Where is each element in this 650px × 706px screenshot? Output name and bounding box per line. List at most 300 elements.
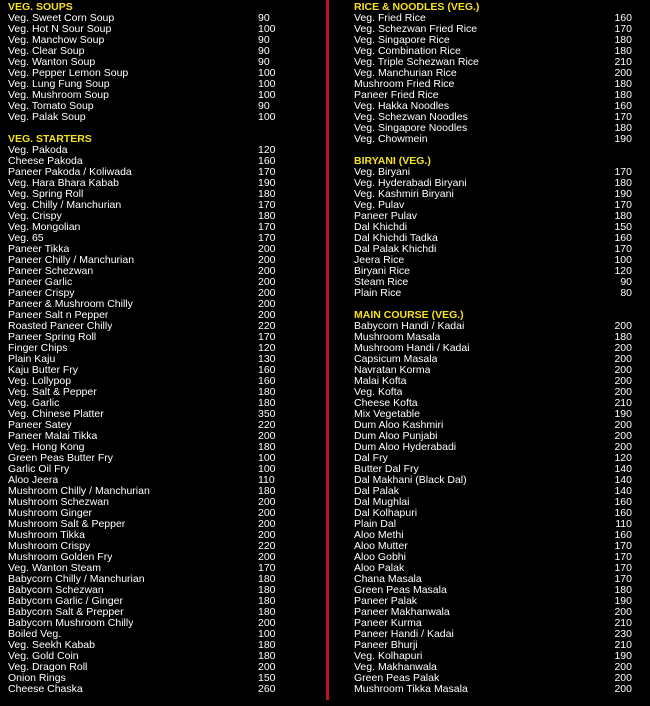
menu-item-name: Plain Rice <box>354 288 402 299</box>
menu-item <box>354 266 632 277</box>
menu-item-price: 80 <box>620 287 632 299</box>
menu-item-name: Veg. Hyderabadi Biryani <box>354 178 467 189</box>
menu-item-name: Babycorn Schezwan <box>8 585 104 596</box>
menu-item-name: Veg. Kofta <box>354 387 403 398</box>
menu-item-name: Mushroom Chilly / Manchurian <box>8 486 150 497</box>
menu-item-price: 170 <box>614 199 632 211</box>
menu-item-name: Paneer Satey <box>8 420 72 431</box>
menu-item-name: Veg. Chowmein <box>354 134 428 145</box>
menu-item-price: 200 <box>614 683 632 695</box>
menu-item-name: Dal Kolhapuri <box>354 508 418 519</box>
menu-item-price: 200 <box>258 617 276 629</box>
menu-item <box>8 277 290 288</box>
menu-item <box>354 35 632 46</box>
menu-item-price: 180 <box>258 188 276 200</box>
menu-item-name: Paneer Fried Rice <box>354 90 439 101</box>
menu-item <box>354 431 632 442</box>
menu-item <box>8 420 290 431</box>
menu-item <box>354 453 632 464</box>
menu-item <box>8 112 290 123</box>
menu-item <box>354 112 632 123</box>
menu-item <box>354 409 632 420</box>
menu-section-veg-soups <box>8 2 290 123</box>
menu-item-name: Aloo Methi <box>354 530 404 541</box>
menu-item <box>354 563 632 574</box>
menu-item-name: Veg. Lung Fung Soup <box>8 79 110 90</box>
menu-item-name: Paneer Garlic <box>8 277 73 288</box>
menu-item <box>354 343 632 354</box>
menu-item-name: Cheese Chaska <box>8 684 83 695</box>
menu-item <box>8 365 290 376</box>
menu-item-name: Veg. Chinese Platter <box>8 409 104 420</box>
menu-item-price: 180 <box>258 606 276 618</box>
menu-item-name: Veg. Mushroom Soup <box>8 90 109 101</box>
menu-item-price: 170 <box>258 331 276 343</box>
menu-item-price: 90 <box>258 34 270 46</box>
menu-item-price: 100 <box>258 452 276 464</box>
menu-item-name: Veg. Combination Rice <box>354 46 461 57</box>
menu-item-price: 180 <box>258 650 276 662</box>
menu-item <box>8 673 290 684</box>
menu-item <box>8 332 290 343</box>
menu-item-name: Mushroom Ginger <box>8 508 93 519</box>
menu-item-name: Veg. Biryani <box>354 167 411 178</box>
menu-item-name: Babycorn Handi / Kadai <box>354 321 465 332</box>
menu-item-name: Veg. Singapore Noodles <box>354 123 468 134</box>
menu-item-price: 120 <box>258 342 276 354</box>
menu-item-name: Paneer Pulav <box>354 211 418 222</box>
menu-item-price: 140 <box>614 485 632 497</box>
menu-item-price: 120 <box>258 144 276 156</box>
menu-item-name: Veg. Chilly / Manchurian <box>8 200 122 211</box>
menu-item-price: 200 <box>258 265 276 277</box>
menu-item <box>354 200 632 211</box>
menu-item-name: Green Peas Butter Fry <box>8 453 114 464</box>
menu-item <box>8 651 290 662</box>
menu-item-name: Mushroom Golden Fry <box>8 552 113 563</box>
menu-item-name: Veg. Hong Kong <box>8 442 85 453</box>
menu-item-price: 180 <box>258 639 276 651</box>
menu-item-name: Aloo Palak <box>354 563 405 574</box>
menu-item-name: Dum Aloo Kashmiri <box>354 420 444 431</box>
menu-item-price: 200 <box>614 67 632 79</box>
menu-item <box>8 475 290 486</box>
menu-item <box>354 684 632 695</box>
menu-item <box>8 145 290 156</box>
menu-item-name: Veg. Spring Roll <box>8 189 84 200</box>
menu-item <box>8 200 290 211</box>
menu-item-price: 200 <box>614 672 632 684</box>
menu-item <box>354 398 632 409</box>
menu-item-price: 200 <box>258 298 276 310</box>
menu-item-name: Veg. Garlic <box>8 398 60 409</box>
menu-item-price: 100 <box>258 628 276 640</box>
menu-item-price: 90 <box>258 12 270 24</box>
menu-item <box>354 211 632 222</box>
menu-item <box>8 90 290 101</box>
menu-item-name: Veg. 65 <box>8 233 44 244</box>
menu-item <box>354 79 632 90</box>
menu-item <box>354 486 632 497</box>
menu-item-price: 100 <box>258 111 276 123</box>
menu-item-name: Dal Khichdi Tadka <box>354 233 438 244</box>
menu-item <box>8 189 290 200</box>
menu-item-price: 180 <box>258 573 276 585</box>
menu-item-price: 100 <box>258 23 276 35</box>
menu-item-name: Dal Makhani (Black Dal) <box>354 475 467 486</box>
menu-item-name: Veg. Pepper Lemon Soup <box>8 68 129 79</box>
menu-item-price: 220 <box>258 540 276 552</box>
menu-item <box>8 354 290 365</box>
menu-item <box>354 222 632 233</box>
menu-item-price: 200 <box>614 419 632 431</box>
menu-item-price: 190 <box>258 177 276 189</box>
menu-item-price: 190 <box>614 133 632 145</box>
menu-item <box>8 442 290 453</box>
menu-item-name: Aloo Jeera <box>8 475 59 486</box>
menu-item-price: 200 <box>258 309 276 321</box>
menu-item-name: Veg. Gold Coin <box>8 651 79 662</box>
menu-item <box>8 24 290 35</box>
menu-item-price: 200 <box>614 342 632 354</box>
menu-item-price: 160 <box>614 529 632 541</box>
menu-item-price: 180 <box>614 34 632 46</box>
menu-item-price: 100 <box>258 67 276 79</box>
menu-item-name: Veg. Hot N Sour Soup <box>8 24 112 35</box>
menu-item <box>354 596 632 607</box>
menu-item <box>354 530 632 541</box>
menu-item <box>8 376 290 387</box>
menu-item-price: 200 <box>614 606 632 618</box>
menu-item-price: 180 <box>614 89 632 101</box>
menu-item-name: Finger Chips <box>8 343 68 354</box>
menu-column-left <box>8 2 290 706</box>
menu-item-price: 110 <box>258 474 275 486</box>
menu-item-price: 100 <box>258 463 276 475</box>
menu-item-price: 180 <box>258 386 276 398</box>
menu-item-name: Kaju Butter Fry <box>8 365 79 376</box>
menu-item-price: 170 <box>614 111 632 123</box>
menu-item <box>354 167 632 178</box>
menu-item-price: 180 <box>614 331 632 343</box>
menu-item-name: Paneer Salt n Pepper <box>8 310 109 321</box>
menu-item <box>8 343 290 354</box>
column-divider <box>326 0 329 700</box>
menu-item <box>8 156 290 167</box>
menu-item-price: 140 <box>614 463 632 475</box>
menu-item-price: 180 <box>614 78 632 90</box>
menu-item-name: Mushroom Crispy <box>8 541 91 552</box>
menu-item-name: Veg. Pulav <box>354 200 405 211</box>
menu-item-name: Paneer Spring Roll <box>8 332 97 343</box>
menu-item-price: 200 <box>614 430 632 442</box>
menu-item <box>8 519 290 530</box>
menu-item <box>8 68 290 79</box>
menu-item <box>354 618 632 629</box>
menu-item-name: Veg. Triple Schezwan Rice <box>354 57 479 68</box>
menu-item-price: 180 <box>258 397 276 409</box>
menu-item-price: 180 <box>614 45 632 57</box>
menu-item-price: 100 <box>258 78 276 90</box>
menu-item <box>8 662 290 673</box>
menu-item-price: 180 <box>614 584 632 596</box>
menu-item <box>354 46 632 57</box>
menu-item-price: 190 <box>614 188 632 200</box>
section-heading: BIRYANI (VEG.) <box>354 155 431 167</box>
menu-item-name: Dal Mughlai <box>354 497 410 508</box>
menu-item-price: 170 <box>258 166 276 178</box>
menu-item <box>354 662 632 673</box>
menu-item <box>8 57 290 68</box>
menu-item-name: Veg. Lollypop <box>8 376 72 387</box>
menu-item-price: 200 <box>614 364 632 376</box>
menu-item-name: Navratan Korma <box>354 365 431 376</box>
menu-item-price: 200 <box>258 287 276 299</box>
menu-item-name: Paneer Malai Tikka <box>8 431 98 442</box>
menu-item-name: Paneer Bhurji <box>354 640 418 651</box>
menu-item-price: 190 <box>614 650 632 662</box>
menu-item-name: Butter Dal Fry <box>354 464 419 475</box>
menu-item <box>8 387 290 398</box>
menu-item-name: Babycorn Garlic / Ginger <box>8 596 123 607</box>
menu-item-price: 170 <box>614 540 632 552</box>
menu-item <box>8 310 290 321</box>
menu-item-price: 200 <box>614 386 632 398</box>
menu-section-biryani-veg <box>354 156 632 299</box>
menu-item-price: 170 <box>258 199 276 211</box>
menu-item-price: 160 <box>614 100 632 112</box>
menu-item <box>354 651 632 662</box>
menu-item-name: Steam Rice <box>354 277 409 288</box>
menu-item-price: 120 <box>614 452 632 464</box>
menu-item <box>354 640 632 651</box>
menu-item-price: 200 <box>258 551 276 563</box>
menu-item <box>354 189 632 200</box>
menu-item-price: 230 <box>614 628 632 640</box>
menu-item-name: Paneer Kurma <box>354 618 422 629</box>
menu-item <box>354 519 632 530</box>
menu-item-price: 90 <box>258 100 270 112</box>
menu-item <box>354 442 632 453</box>
menu-item-price: 100 <box>614 254 632 266</box>
menu-item <box>354 233 632 244</box>
menu-item-price: 160 <box>258 155 276 167</box>
menu-item-name: Veg. Makhanwala <box>354 662 437 673</box>
menu-item-price: 170 <box>258 562 276 574</box>
menu-item <box>354 57 632 68</box>
menu-item <box>354 288 632 299</box>
menu-item-name: Paneer Tikka <box>8 244 70 255</box>
menu-item-price: 260 <box>258 683 276 695</box>
menu-item <box>354 673 632 684</box>
menu-item-price: 180 <box>258 441 276 453</box>
menu-item <box>8 35 290 46</box>
menu-item <box>354 508 632 519</box>
menu-item <box>354 90 632 101</box>
menu-item-price: 200 <box>258 276 276 288</box>
menu-item <box>8 211 290 222</box>
menu-item-name: Jeera Rice <box>354 255 405 266</box>
menu-item-price: 200 <box>258 507 276 519</box>
menu-item-price: 200 <box>258 496 276 508</box>
menu-item <box>8 167 290 178</box>
menu-item-name: Cheese Pakoda <box>8 156 83 167</box>
menu-item-price: 180 <box>258 584 276 596</box>
menu-item <box>354 552 632 563</box>
menu-item <box>354 585 632 596</box>
menu-item <box>354 134 632 145</box>
menu-item <box>354 68 632 79</box>
menu-item-name: Dum Aloo Punjabi <box>354 431 438 442</box>
menu-item <box>8 541 290 552</box>
menu-item-name: Paneer Crispy <box>8 288 75 299</box>
menu-item-name: Paneer Makhanwala <box>354 607 450 618</box>
menu-item-price: 350 <box>258 408 276 420</box>
menu-item <box>354 365 632 376</box>
menu-item <box>354 332 632 343</box>
menu-item-name: Veg. Hakka Noodles <box>354 101 450 112</box>
menu-item-price: 220 <box>258 419 276 431</box>
menu-item <box>8 222 290 233</box>
menu-item <box>8 321 290 332</box>
menu-item <box>354 123 632 134</box>
menu-item-price: 200 <box>258 661 276 673</box>
menu-item <box>8 563 290 574</box>
menu-item <box>8 640 290 651</box>
menu-item-name: Paneer Schezwan <box>8 266 94 277</box>
menu-item-price: 160 <box>614 496 632 508</box>
menu-item-price: 200 <box>614 375 632 387</box>
menu-item <box>8 552 290 563</box>
menu-item-price: 210 <box>614 639 632 651</box>
menu-item <box>8 244 290 255</box>
menu-item-price: 220 <box>258 320 276 332</box>
menu-item-price: 90 <box>620 276 632 288</box>
menu-item <box>8 453 290 464</box>
menu-item-name: Veg. Manchow Soup <box>8 35 105 46</box>
menu-item-name: Veg. Palak Soup <box>8 112 86 123</box>
menu-item <box>354 420 632 431</box>
menu-item-name: Veg. Kolhapuri <box>354 651 423 662</box>
menu-item-price: 190 <box>614 408 632 420</box>
menu-item-price: 160 <box>614 507 632 519</box>
menu-item-price: 90 <box>258 45 270 57</box>
menu-item-name: Dum Aloo Hyderabadi <box>354 442 457 453</box>
menu-item-price: 180 <box>258 210 276 222</box>
section-heading: RICE & NOODLES (VEG.) <box>354 1 480 13</box>
menu-item <box>8 409 290 420</box>
menu-item-price: 200 <box>614 353 632 365</box>
menu-item-name: Green Peas Palak <box>354 673 440 684</box>
menu-item-name: Mushroom Schezwan <box>8 497 109 508</box>
menu-item-price: 180 <box>258 595 276 607</box>
menu-item-price: 110 <box>615 518 632 530</box>
menu-item-name: Babycorn Salt & Prepper <box>8 607 124 618</box>
menu-item-name: Onion Rings <box>8 673 66 684</box>
menu-item-name: Veg. Dragon Roll <box>8 662 88 673</box>
menu-item-name: Babycorn Mushroom Chilly <box>8 618 134 629</box>
menu-item-name: Mushroom Tikka Masala <box>354 684 468 695</box>
menu-item-price: 140 <box>614 474 632 486</box>
menu-item <box>354 574 632 585</box>
menu-item <box>8 398 290 409</box>
menu-section-main-course-veg <box>354 310 632 695</box>
menu-item-price: 170 <box>614 551 632 563</box>
menu-item <box>8 585 290 596</box>
menu-item-price: 170 <box>614 562 632 574</box>
menu-item-price: 190 <box>614 595 632 607</box>
menu-item <box>8 299 290 310</box>
menu-item <box>8 255 290 266</box>
menu-item-name: Veg. Singapore Rice <box>354 35 450 46</box>
menu-item-price: 200 <box>258 529 276 541</box>
menu-item <box>354 178 632 189</box>
menu-item-name: Garlic Oil Fry <box>8 464 70 475</box>
menu-item-name: Paneer Handi / Kadai <box>354 629 454 640</box>
menu-item-price: 170 <box>614 243 632 255</box>
menu-item <box>8 574 290 585</box>
menu-item-name: Aloo Mutter <box>354 541 408 552</box>
menu-item-price: 90 <box>258 56 270 68</box>
menu-item-name: Dal Palak <box>354 486 399 497</box>
menu-item-name: Boiled Veg. <box>8 629 62 640</box>
menu-item <box>8 596 290 607</box>
menu-item-price: 160 <box>614 232 632 244</box>
menu-item <box>8 508 290 519</box>
menu-item-name: Paneer Pakoda / Koliwada <box>8 167 132 178</box>
menu-item-name: Dal Palak Khichdi <box>354 244 437 255</box>
menu-item-name: Veg. Crispy <box>8 211 62 222</box>
menu-item-price: 150 <box>614 221 632 233</box>
menu-item-name: Veg. Kashmiri Biryani <box>354 189 454 200</box>
menu-item-price: 170 <box>258 221 276 233</box>
menu-item <box>354 541 632 552</box>
menu-item <box>8 618 290 629</box>
menu-item-price: 100 <box>258 89 276 101</box>
section-heading: VEG. STARTERS <box>8 133 92 145</box>
menu-item-name: Paneer & Mushroom Chilly <box>8 299 133 310</box>
menu-item <box>354 354 632 365</box>
menu-item-name: Paneer Palak <box>354 596 418 607</box>
menu-item-price: 200 <box>258 518 276 530</box>
menu-item-name: Veg. Manchurian Rice <box>354 68 457 79</box>
menu-item <box>354 376 632 387</box>
menu-item <box>8 46 290 57</box>
menu-item-name: Chana Masala <box>354 574 422 585</box>
menu-item-price: 160 <box>258 364 276 376</box>
menu-item-name: Paneer Chilly / Manchurian <box>8 255 135 266</box>
menu-item-name: Plain Kaju <box>8 354 56 365</box>
menu-item <box>354 497 632 508</box>
menu-item-name: Veg. Hara Bhara Kabab <box>8 178 119 189</box>
menu-item <box>354 13 632 24</box>
menu-item-price: 180 <box>258 485 276 497</box>
menu-item-name: Veg. Fried Rice <box>354 13 426 24</box>
menu-item-name: Green Peas Masala <box>354 585 447 596</box>
menu-item <box>8 629 290 640</box>
menu-item-name: Veg. Pakoda <box>8 145 68 156</box>
menu-item-name: Veg. Wanton Soup <box>8 57 96 68</box>
menu-section-veg-starters <box>8 134 290 695</box>
menu-item <box>8 607 290 618</box>
menu-item <box>8 486 290 497</box>
menu-item-name: Dal Fry <box>354 453 388 464</box>
menu-item-name: Veg. Salt & Pepper <box>8 387 97 398</box>
menu-item-name: Aloo Gobhi <box>354 552 406 563</box>
menu-item <box>8 101 290 112</box>
menu-item-name: Babycorn Chilly / Manchurian <box>8 574 145 585</box>
menu-item <box>354 607 632 618</box>
